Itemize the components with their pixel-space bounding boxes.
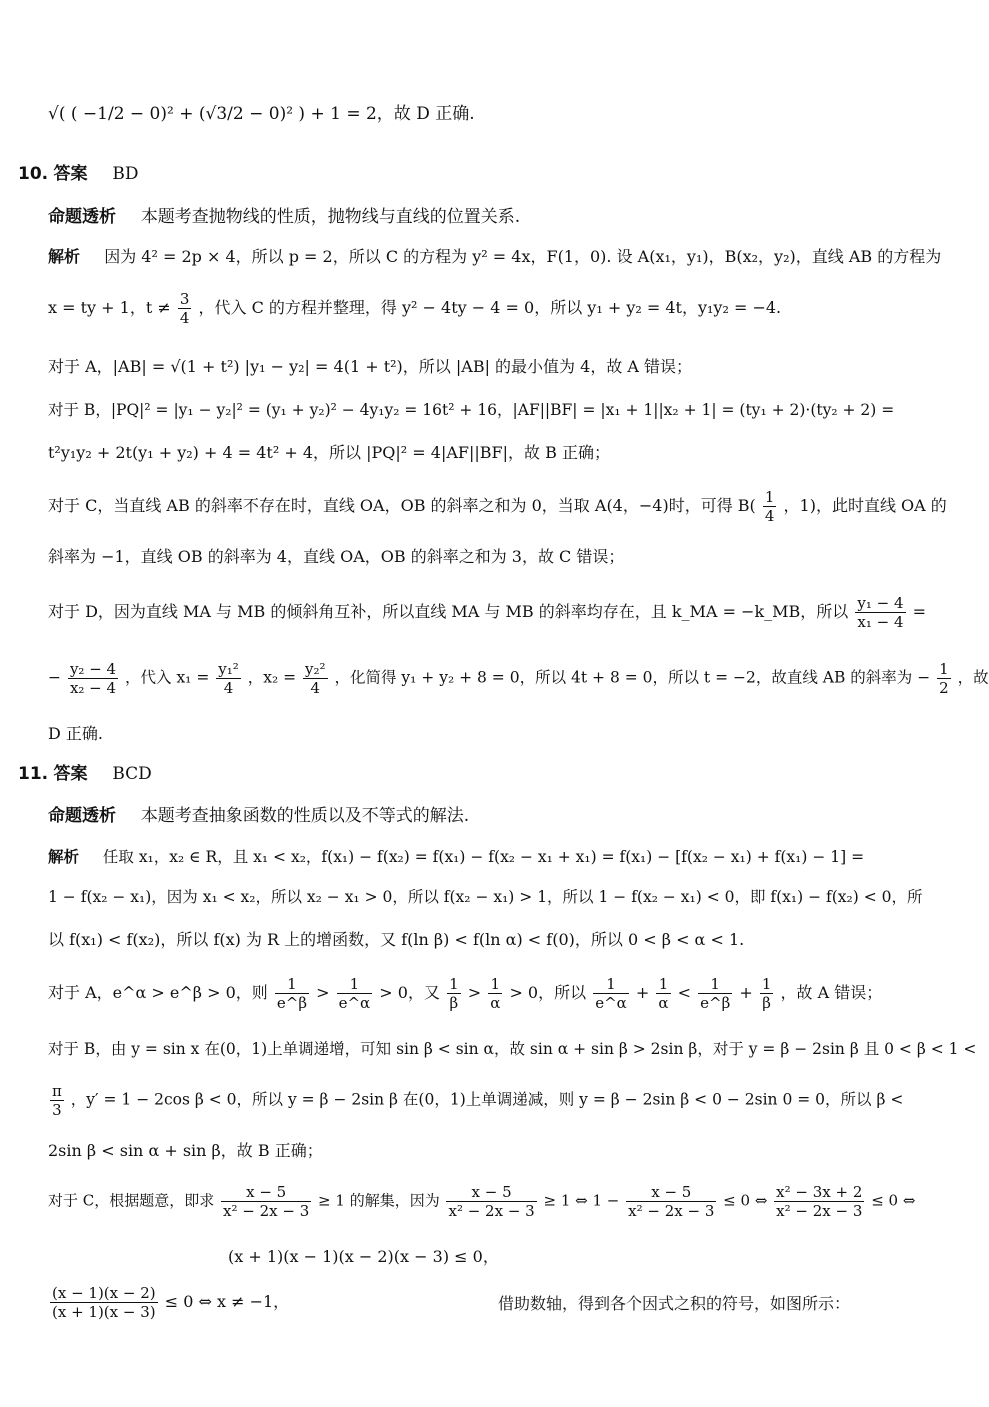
option-d-text: =	[912, 602, 927, 621]
operator: +	[739, 983, 753, 1002]
solution-line	[48, 888, 932, 907]
question-number: 11.	[18, 764, 49, 784]
fraction: $\frac{1}{4}$	[764, 488, 775, 525]
option-b-line	[48, 443, 932, 462]
option-d-text: ，故	[957, 668, 989, 687]
answer-value: BD	[112, 164, 139, 184]
option-d-text: ，化简得 y₁ + y₂ + 8 = 0，所以 4t + 8 = 0，所以 t = −2，故直线 AB 的斜率为 −	[334, 668, 931, 687]
option-d-text: 对于 D，因为直线 MA 与 MB 的倾斜角互补，所以直线 MA 与 MB 的斜率均存在，且 k_MA = −k_MB，所以	[48, 602, 849, 621]
fraction: $\frac{\pi}{3}$	[52, 1082, 62, 1119]
option-c-text: 对于 C，当直线 AB 的斜率不存在时，直线 OA，OB 的斜率之和为 0，当取 A(4，−4)时，可得 B(	[48, 496, 756, 515]
operator: +	[635, 983, 650, 1002]
fraction: $\frac{1}{\beta}$	[449, 975, 459, 1012]
option-a-text: > 0，又	[379, 983, 440, 1002]
fraction: $\frac{1}{e\^{}\beta}$	[276, 975, 308, 1012]
text-line	[48, 104, 932, 124]
fraction: $\frac{\text{x² − 3x + 2}}{\text{x² − 2x − 3}}$	[776, 1183, 863, 1220]
operator: >	[467, 983, 482, 1002]
solution-text: 以 f(x₁) < f(x₂)，所以 f(x) 为 R 上的增函数，又 f(ln β) < f(ln α) < f(0)，所以 0 < β < α < 1.	[48, 930, 745, 949]
solution-line	[48, 930, 932, 949]
option-b-text: ，y′ = 1 − 2cos β < 0，所以 y = β − 2sin β 在(0，1)上单调递减，则 y = β − 2sin β < 0 − 2sin 0 = 0，所以 β <	[70, 1090, 904, 1109]
solution-text: 因为 4² = 2p × 4，所以 p = 2，所以 C 的方程为 y² = 4x，F(1，0). 设 A(x₁，y₁)，B(x₂，y₂)，直线 AB 的方程为	[104, 247, 942, 266]
operator: >	[316, 983, 330, 1002]
option-a-line	[48, 357, 932, 376]
option-a-text: > 0，所以	[509, 983, 587, 1002]
fraction: $\frac{3}{4}$	[179, 290, 190, 327]
answer-label: 答案	[53, 164, 88, 184]
option-c-text: ，1)，此时直线 OA 的	[783, 496, 947, 515]
option-c-text: ≥ 1 ⇔ 1 −	[543, 1191, 620, 1210]
minus-sign: −	[48, 668, 61, 687]
intent-text: 本题考查抽象函数的性质以及不等式的解法.	[140, 806, 470, 826]
fraction: $\frac{1}{\beta}$	[761, 975, 772, 1012]
option-d-text: D 正确.	[48, 724, 104, 743]
option-a-text: ，故 A 错误；	[780, 983, 883, 1002]
caption-text: 借助数轴，得到各个因式之积的符号，如图所示：	[498, 1294, 851, 1313]
option-c-text: ≥ 1 的解集，因为	[318, 1191, 440, 1210]
solution-text: 1 − f(x₂ − x₁)，因为 x₁ < x₂，所以 x₂ − x₁ > 0，所以 f(x₂ − x₁) > 1，所以 1 − f(x₂ − x₁) < 0，即 f(x₁) − f(x₂) < 0，所	[48, 888, 923, 906]
answer-label: 答案	[53, 764, 88, 784]
option-b-line	[48, 1040, 977, 1059]
solution-line	[48, 848, 932, 867]
option-c-text: ≤ 0 ⇔	[871, 1191, 916, 1210]
intent-line	[48, 806, 932, 826]
solution-label: 解析	[48, 247, 81, 266]
option-d-text: ，代入 x₁ =	[125, 668, 210, 687]
option-b-line	[48, 1141, 932, 1160]
intent-label: 命题透析	[48, 207, 116, 227]
intent-text: 本题考查抛物线的性质，抛物线与直线的位置关系.	[140, 207, 521, 227]
operator: <	[677, 983, 692, 1002]
fraction: $\frac{1}{e\^{}\alpha}$	[595, 975, 627, 1012]
option-d-line	[48, 660, 989, 697]
fraction: $\frac{1}{\alpha}$	[490, 975, 501, 1012]
equation-text: (x + 1)(x − 1)(x − 2)(x − 3) ≤ 0，	[228, 1247, 499, 1266]
option-b-text: 对于 B，|PQ|² = |y₁ − y₂|² = (y₁ + y₂)² − 4y₁y₂ = 16t² + 16，|AF||BF| = |x₁ + 1||x₂ + 1| = (ty₁ + 2)·(ty₂ + 2) =	[48, 401, 895, 419]
option-c-line	[48, 1183, 932, 1220]
option-d-line	[48, 594, 932, 631]
option-a-line	[48, 975, 932, 1012]
fraction: $\frac{\text{y₂²}}{4}$	[305, 660, 326, 697]
fraction: $\frac{1}{\alpha}$	[658, 975, 669, 1012]
sqrt-expression: √( ( −1/2 − 0)² + (√3/2 − 0)² ) + 1 = 2，故 D 正确.	[48, 104, 475, 124]
fraction: $\frac{1}{2}$	[939, 660, 949, 697]
solution-label: 解析	[48, 848, 80, 866]
number-line-caption	[498, 1294, 850, 1313]
solution-text: 任取 x₁，x₂ ∈ R，且 x₁ < x₂，f(x₁) − f(x₂) = f(x₁) − f(x₂ − x₁ + x₁) = f(x₁) − [f(x₂ − x₁) + f(x₁) − 1] =	[102, 848, 865, 866]
fraction: $\frac{1}{e\^{}\alpha}$	[338, 975, 371, 1012]
solution-line	[48, 290, 932, 327]
option-b-text: 对于 B，由 y = sin x 在(0，1)上单调递增，可知 sin β < sin α，故 sin α + sin β > 2sin β，对于 y = β − 2sin β 且 0 < β < 1 <	[48, 1040, 977, 1058]
option-c-text: 斜率为 −1，直线 OB 的斜率为 4，直线 OA，OB 的斜率之和为 3，故 C 错误；	[48, 547, 625, 566]
option-b-text: t²y₁y₂ + 2t(y₁ + y₂) + 4 = 4t² + 4，所以 |PQ|² = 4|AF||BF|，故 B 正确；	[48, 443, 610, 462]
question-11-header	[18, 764, 932, 784]
fraction: $\frac{(x - 1)(x - 2)}{(x + 1)(x - 3)}$	[52, 1284, 156, 1321]
question-number: 10.	[18, 164, 49, 184]
option-b-text: 2sin β < sin α + sin β，故 B 正确；	[48, 1141, 323, 1160]
intent-label: 命题透析	[48, 806, 116, 826]
solution-text: ，代入 C 的方程并整理，得 y² − 4ty − 4 = 0，所以 y₁ + y₂ = 4t，y₁y₂ = −4.	[198, 298, 782, 317]
equation-line	[228, 1247, 932, 1266]
option-d-line	[48, 724, 932, 743]
option-c-text: ≤ 0 ⇔	[723, 1191, 768, 1210]
fraction: $\frac{x - 5}{\text{x² − 2x − 3}}$	[448, 1183, 535, 1220]
question-10-header	[18, 164, 932, 184]
fraction: $\frac{\text{y₁ − 4}}{\text{x₁ − 4}}$	[857, 594, 904, 631]
option-c-line	[48, 547, 932, 566]
option-c-text: 对于 C，根据题意，即求	[48, 1191, 215, 1210]
option-c-line	[48, 488, 947, 525]
fraction: $\frac{x - 5}{\text{x² − 2x − 3}}$	[628, 1183, 715, 1220]
intent-line	[48, 207, 932, 227]
equation-text: ≤ 0 ⇔ x ≠ −1，	[164, 1292, 290, 1311]
solution-text: x = ty + 1，t ≠	[48, 298, 171, 317]
solution-line	[48, 247, 942, 266]
option-d-text: ，x₂ =	[247, 668, 297, 687]
option-b-line	[48, 401, 932, 420]
option-a-text: 对于 A，e^α > e^β > 0，则	[48, 983, 268, 1002]
fraction: $\frac{\text{y₁²}}{4}$	[218, 660, 239, 697]
option-a-text: 对于 A，|AB| = √(1 + t²) |y₁ − y₂| = 4(1 + t²)，所以 |AB| 的最小值为 4，故 A 错误；	[48, 357, 693, 376]
fraction: $\frac{1}{e\^{}\beta}$	[700, 975, 731, 1012]
fraction: $\frac{x - 5}{\text{x² − 2x − 3}}$	[223, 1183, 310, 1220]
answer-value: BCD	[112, 764, 152, 784]
option-b-line	[48, 1082, 932, 1119]
fraction: $\frac{\text{y₂ − 4}}{\text{x₂ − 4}}$	[69, 660, 117, 697]
